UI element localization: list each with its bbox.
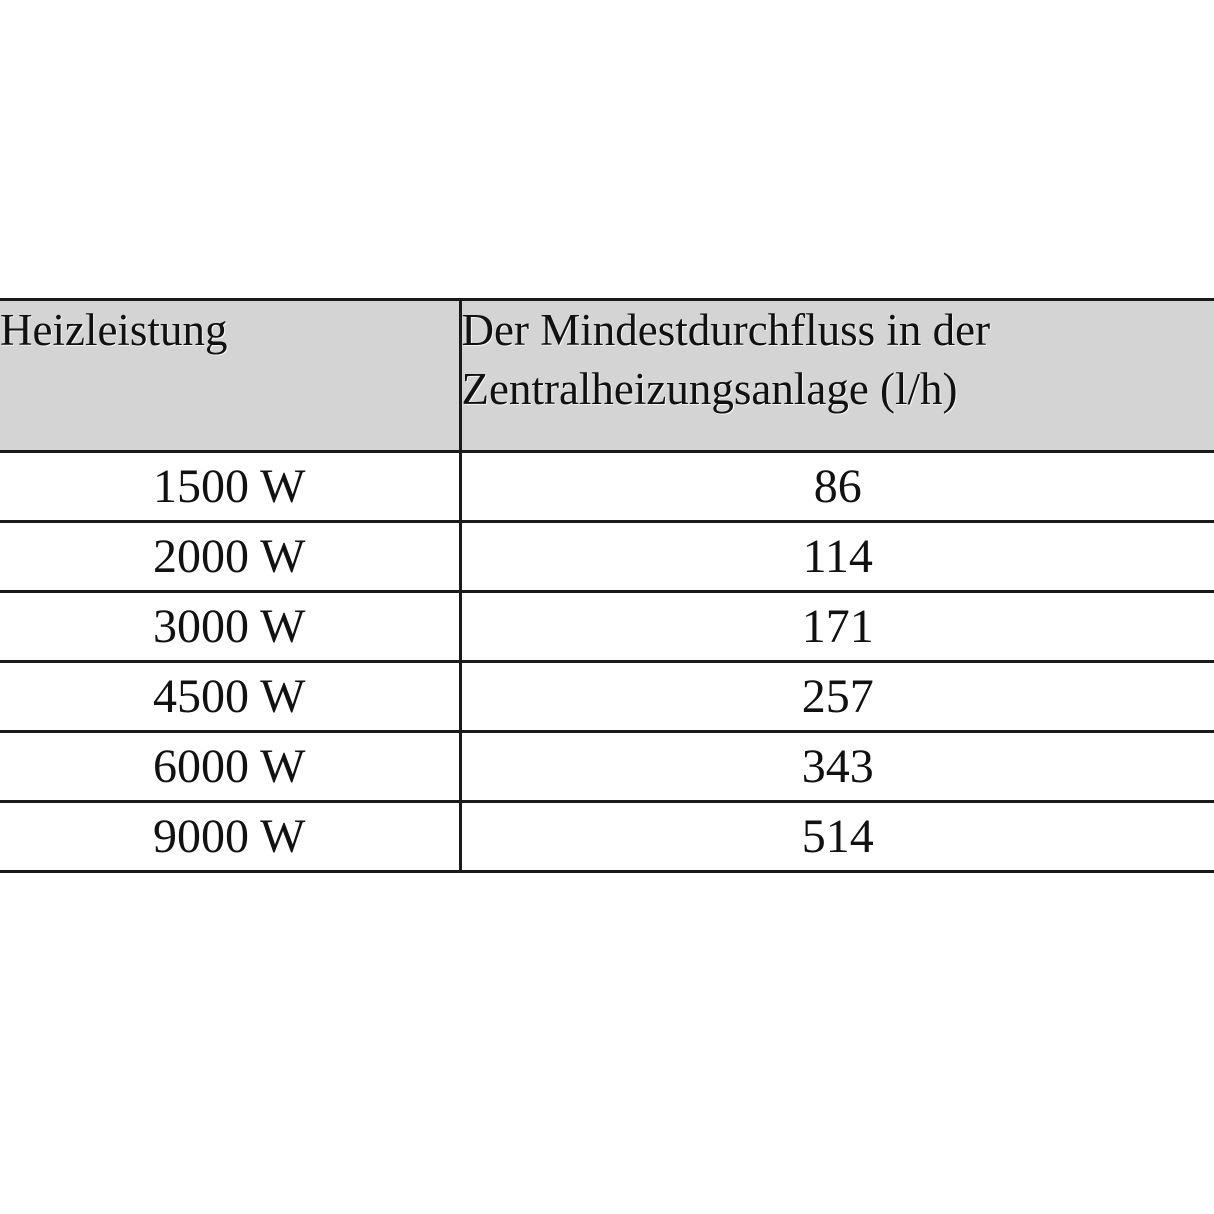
column-header-flow-label-line2: Zentralheizungsanlage (l/h) xyxy=(461,364,958,415)
cell-power: 1500 W xyxy=(0,452,460,522)
table-row xyxy=(0,452,1214,522)
cell-power: 2000 W xyxy=(0,522,460,592)
cell-flow: 257 xyxy=(460,662,1214,732)
table-row xyxy=(0,592,1214,662)
column-header-power-label: Heizleistung xyxy=(0,305,228,355)
cell-flow: 343 xyxy=(460,732,1214,802)
column-header-flow-label-line1: Der Mindestdurchfluss in der xyxy=(461,305,991,355)
table-container xyxy=(0,298,1214,873)
table-row xyxy=(0,802,1214,872)
cell-power: 4500 W xyxy=(0,662,460,732)
cell-flow: 114 xyxy=(460,522,1214,592)
table-body xyxy=(0,452,1214,872)
table-header-row xyxy=(0,300,1214,452)
column-header-power xyxy=(0,300,460,452)
table-header xyxy=(0,300,1214,452)
cell-power: 3000 W xyxy=(0,592,460,662)
column-header-flow xyxy=(460,300,1214,452)
heating-flow-table xyxy=(0,298,1214,873)
cell-flow: 514 xyxy=(460,802,1214,872)
table-row xyxy=(0,732,1214,802)
cell-power: 9000 W xyxy=(0,802,460,872)
cell-flow: 86 xyxy=(460,452,1214,522)
table-row xyxy=(0,662,1214,732)
table-row xyxy=(0,522,1214,592)
cell-power: 6000 W xyxy=(0,732,460,802)
cell-flow: 171 xyxy=(460,592,1214,662)
